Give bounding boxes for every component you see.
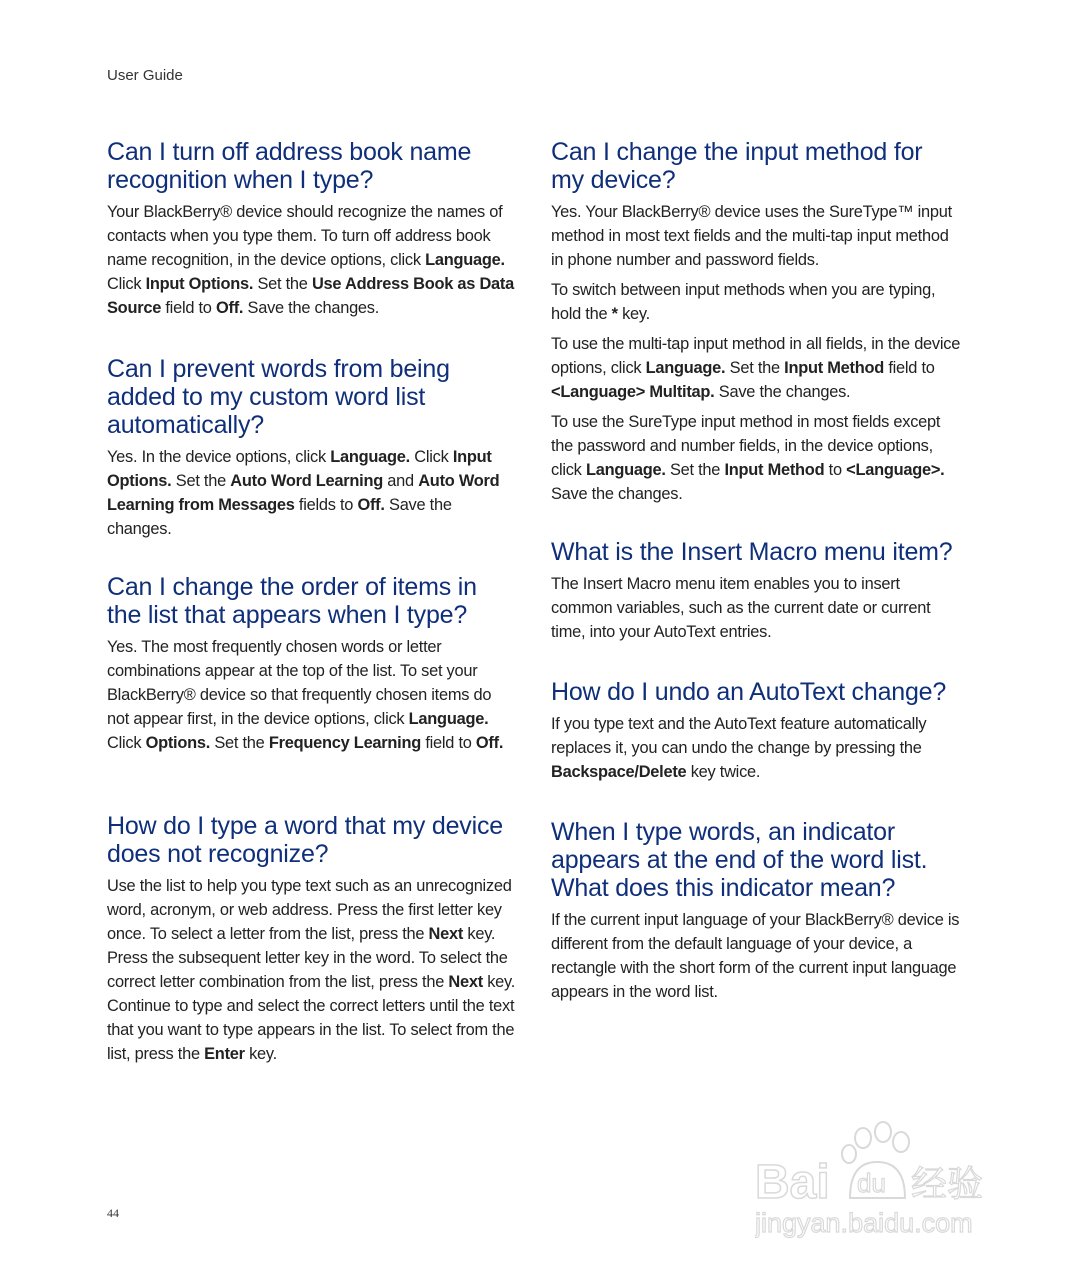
- answer-text: Click: [107, 275, 146, 293]
- faq-answer-paragraph: [551, 200, 961, 272]
- answer-text: Save the changes.: [107, 496, 452, 538]
- answer-text: To use the multi-tap input method in all fields, in the device options, click: [551, 335, 961, 377]
- faq-section: [107, 573, 517, 761]
- answer-text: Set the: [210, 734, 269, 752]
- faq-question-heading: Can I change the order of items in the list that appears when I type?: [107, 573, 477, 629]
- ui-term: Auto Word Learning from Messages: [107, 472, 500, 514]
- faq-answer-paragraph: [551, 410, 961, 506]
- answer-text: key.: [617, 305, 650, 323]
- ui-term: *: [611, 305, 618, 323]
- ui-term: Auto Word Learning: [230, 472, 383, 490]
- faq-question-heading: Can I prevent words from being added to my custom word list automatically?: [107, 355, 450, 439]
- ui-term: Input Method: [724, 461, 825, 479]
- answer-text: Save the changes.: [243, 299, 380, 317]
- ui-term: Input Method: [784, 359, 885, 377]
- answer-text: To use the SureType input method in most fields except the password and number fields, in the device options, click: [551, 413, 941, 479]
- faq-answer-paragraph: [551, 572, 961, 644]
- answer-text: To switch between input methods when you are typing, hold the: [551, 281, 936, 323]
- answer-text: key. Press the subsequent letter key in the word. To select the correct letter combination from the list, press the: [107, 925, 508, 991]
- ui-term: Off.: [215, 299, 244, 317]
- answer-text: Save the changes.: [714, 383, 851, 401]
- ui-term: Input Options.: [107, 448, 492, 490]
- ui-term: Language.: [425, 251, 505, 269]
- ui-term: Next: [428, 925, 464, 943]
- faq-section: [107, 812, 517, 1072]
- svg-text:Bai: Bai: [755, 1156, 830, 1209]
- ui-term: Off.: [475, 734, 504, 752]
- faq-answer-paragraph: [107, 200, 517, 320]
- answer-text: to: [824, 461, 847, 479]
- answer-text: Set the: [253, 275, 312, 293]
- faq-answer-paragraph: [107, 874, 517, 1066]
- faq-question-heading: Can I change the input method for my device?: [551, 138, 923, 194]
- answer-text: Save the changes.: [551, 485, 683, 503]
- ui-term: Language.: [645, 359, 726, 377]
- svg-text:经验: 经验: [911, 1164, 984, 1205]
- faq-section: [107, 138, 517, 326]
- page-number: 44: [107, 1206, 119, 1220]
- faq-question-heading: How do I undo an AutoText change?: [551, 678, 947, 706]
- answer-text: key twice.: [686, 763, 761, 781]
- svg-text:jingyan.baidu.com: jingyan.baidu.com: [755, 1208, 973, 1238]
- answer-text: Yes. The most frequently chosen words or letter combinations appear at the top of the list. To set your BlackBerry® device so that frequently chosen items do not appear first, in the device options, click: [107, 638, 492, 728]
- faq-section: [551, 678, 961, 790]
- faq-question-heading: How do I type a word that my device does not recognize?: [107, 812, 503, 868]
- answer-text: fields to: [294, 496, 358, 514]
- answer-text: Set the: [171, 472, 231, 490]
- answer-text: Set the: [725, 359, 785, 377]
- faq-answer-paragraph: [551, 908, 961, 1004]
- ui-term: Off.: [357, 496, 385, 514]
- answer-text: field to: [161, 299, 216, 317]
- faq-answer-paragraph: [551, 712, 961, 784]
- ui-term: Next: [448, 973, 483, 991]
- answer-text: Your BlackBerry® device should recognize the names of contacts when you type them. To turn off address book name recognition, in the device options, click: [107, 203, 503, 269]
- faq-question-heading: Can I turn off address book name recognition when I type?: [107, 138, 472, 194]
- faq-question-heading: What is the Insert Macro menu item?: [551, 538, 953, 566]
- ui-term: Language.: [585, 461, 666, 479]
- ui-term: <Language>.: [846, 461, 945, 479]
- answer-text: field to: [884, 359, 935, 377]
- faq-section: [551, 138, 961, 512]
- ui-term: Language.: [408, 710, 489, 728]
- ui-term: Input Options.: [145, 275, 254, 293]
- faq-section: [551, 538, 961, 650]
- answer-text: Click: [107, 734, 146, 752]
- running-header: User Guide: [107, 67, 183, 84]
- ui-term: Language.: [330, 448, 410, 466]
- answer-text: Use the list to help you type text such as an unrecognized word, acronym, or web address. Press the first letter key once. To select a letter from the list, press the: [107, 877, 512, 943]
- faq-answer-paragraph: [107, 635, 517, 755]
- answer-text: Yes. In the device options, click: [107, 448, 331, 466]
- answer-text: Click: [409, 448, 453, 466]
- ui-term: Backspace/Delete: [551, 763, 687, 781]
- ui-term: <Language> Multitap.: [551, 383, 715, 401]
- answer-text: key. Continue to type and select the correct letters until the text that you want to type appears in the list. To select from the list, press the: [107, 973, 516, 1063]
- svg-text:du: du: [857, 1168, 886, 1198]
- answer-text: If you type text and the AutoText feature automatically replaces it, you can undo the change by pressing the: [551, 715, 927, 757]
- faq-question-heading: When I type words, an indicator appears at the end of the word list. What does this indicator mean?: [551, 818, 928, 902]
- answer-text: and: [383, 472, 419, 490]
- answer-text: Yes. Your BlackBerry® device uses the SureType™ input method in most text fields and the multi-tap input method in phone number and password fields.: [551, 203, 952, 269]
- ui-term: Enter: [204, 1045, 245, 1063]
- answer-text: key.: [244, 1045, 277, 1063]
- answer-text: The Insert Macro menu item enables you to insert common variables, such as the current date or current time, into your AutoText entries.: [551, 575, 931, 641]
- faq-section: [551, 818, 961, 1010]
- faq-answer-paragraph: [107, 445, 517, 541]
- ui-term: Options.: [145, 734, 211, 752]
- answer-text: If the current input language of your BlackBerry® device is different from the default language of your device, a rectangle with the short form of the current input language appears in the word list.: [551, 911, 960, 1001]
- answer-text: field to: [421, 734, 476, 752]
- answer-text: Set the: [665, 461, 725, 479]
- faq-answer-paragraph: [551, 278, 961, 326]
- baidu-watermark-logo: [755, 1120, 1005, 1240]
- faq-section: [107, 355, 517, 547]
- faq-answer-paragraph: [551, 332, 961, 404]
- ui-term: Frequency Learning: [268, 734, 422, 752]
- ui-term: Use Address Book as Data Source: [107, 275, 514, 317]
